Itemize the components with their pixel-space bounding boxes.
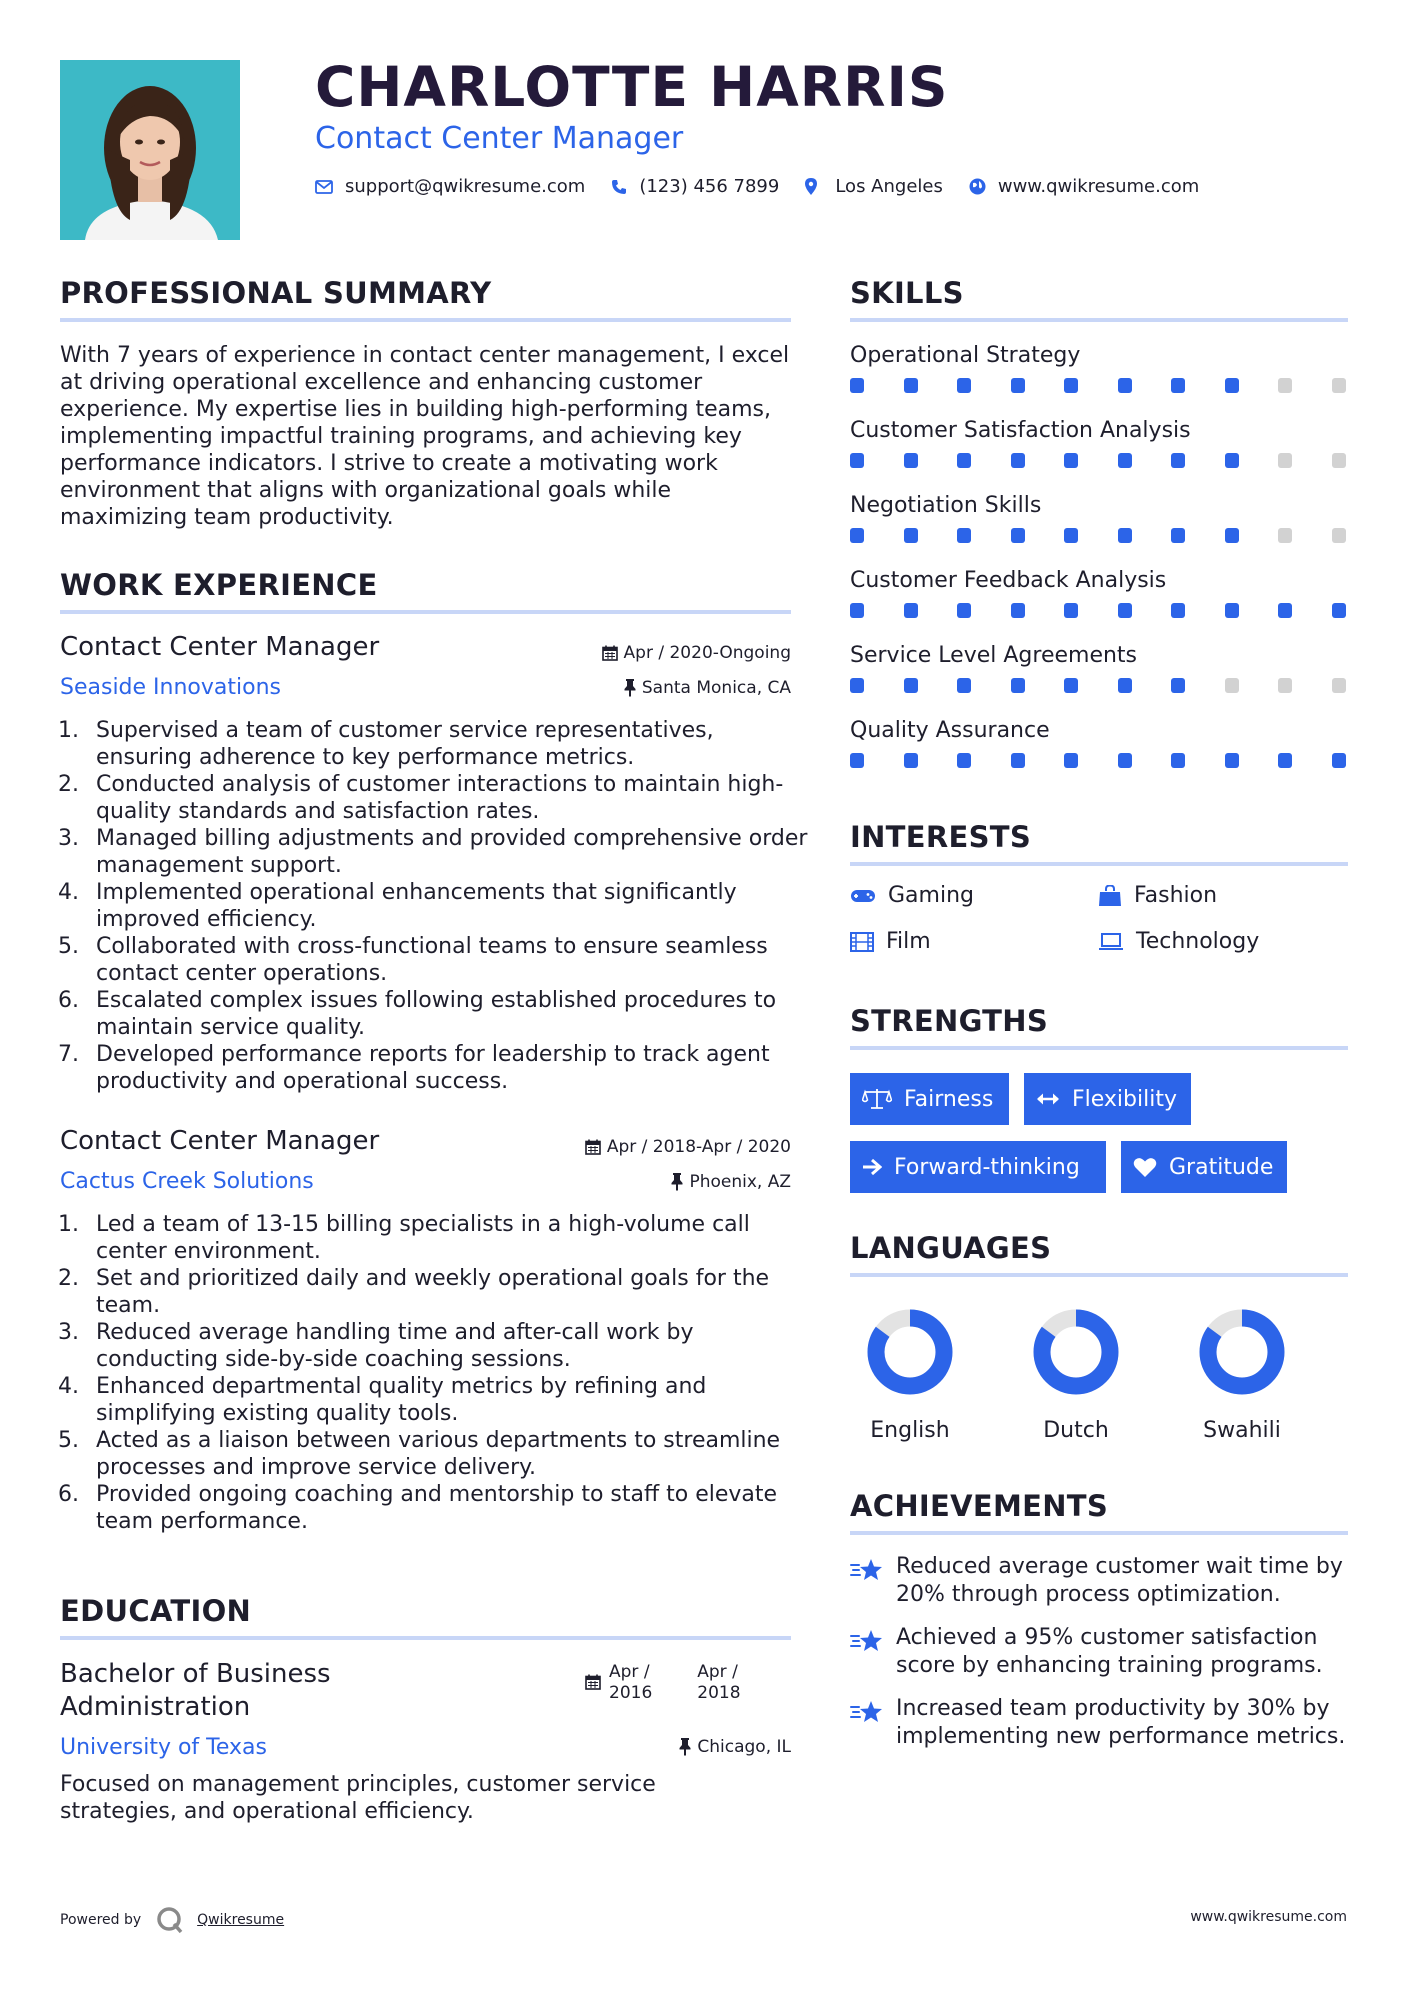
job-1-bullet: Supervised a team of customer service representatives, ensuring adherence to key performance metrics.	[96, 718, 714, 770]
education-description: Focused on management principles, customer service strategies, and operational efficiency.	[60, 1772, 656, 1824]
education-rule	[60, 1636, 791, 1640]
skill-name: Quality Assurance	[850, 718, 1050, 743]
skill-rating-dot	[850, 528, 864, 543]
contact-bar	[315, 176, 1225, 197]
skill-row	[850, 418, 1346, 493]
skill-row	[850, 493, 1346, 568]
education-location	[480, 1737, 791, 1757]
candidate-name: CHARLOTTE HARRIS	[315, 55, 949, 119]
achievement-text: Increased team productivity by 30% by implementing new performance metrics.	[896, 1696, 1346, 1749]
skill-rating-dot	[850, 753, 864, 768]
experience-heading: WORK EXPERIENCE	[60, 568, 378, 602]
skill-rating-dot	[1011, 603, 1025, 618]
language-label: Swahili	[1203, 1418, 1281, 1443]
calendar-icon	[585, 1674, 601, 1690]
skill-rating-dot	[1171, 603, 1185, 618]
strength-label: Gratitude	[1169, 1154, 1274, 1180]
education-degree	[60, 1658, 331, 1724]
skill-rating-dot	[1064, 678, 1078, 693]
skill-rating-dot	[1118, 603, 1132, 618]
contact-website-text: www.qwikresume.com	[997, 176, 1200, 197]
job-2-bullet: Reduced average handling time and after-call work by conducting side-by-side coaching sessions.	[96, 1320, 694, 1372]
skill-rating-dot	[1171, 678, 1185, 693]
strength-label: Flexibility	[1072, 1086, 1177, 1112]
skill-rating-dot	[957, 678, 971, 693]
job-2-bullet: Led a team of 13-15 billing specialists in a high-volume call center environment.	[96, 1212, 750, 1264]
candidate-role: Contact Center Manager	[315, 121, 684, 156]
skill-rating-dot	[904, 603, 918, 618]
skill-rating-dot	[1225, 378, 1239, 393]
skill-rating-dot	[904, 678, 918, 693]
job-1-company: Seaside Innovations	[60, 675, 281, 700]
skill-rating-dot	[957, 378, 971, 393]
calendar-icon	[585, 1139, 601, 1155]
achievement-text: Reduced average customer wait time by 20% through process optimization.	[896, 1554, 1343, 1607]
skill-rating	[850, 378, 1346, 393]
footer-brand-link[interactable]: Qwikresume	[197, 1912, 285, 1928]
language-ring	[1198, 1308, 1286, 1396]
skill-rating-dot	[1278, 378, 1292, 393]
skill-rating-dot	[1118, 378, 1132, 393]
job-1-dates-text: Apr / 2020-Ongoing	[623, 643, 791, 663]
education-degree-line2: Administration	[60, 1692, 251, 1722]
language-ring	[866, 1308, 954, 1396]
achievement-item	[850, 1553, 1350, 1609]
interest-technology	[1098, 929, 1259, 954]
interests-heading: INTERESTS	[850, 820, 1032, 854]
skill-rating-dot	[957, 528, 971, 543]
skill-rating-dot	[904, 528, 918, 543]
job-1-bullet: Managed billing adjustments and provided comprehensive order management support.	[96, 826, 808, 878]
skill-rating-dot	[1064, 753, 1078, 768]
skill-rating-dot	[1064, 603, 1078, 618]
strengths-rule	[850, 1046, 1348, 1050]
job-1-bullets	[60, 717, 813, 1095]
job-2-bullet: Set and prioritized daily and weekly operational goals for the team.	[96, 1266, 770, 1318]
skill-rating-dot	[904, 453, 918, 468]
achievement-item	[850, 1624, 1350, 1680]
calendar-icon	[602, 645, 618, 661]
profile-photo	[60, 60, 240, 240]
languages-heading: LANGUAGES	[850, 1231, 1052, 1265]
skill-rating-dot	[850, 678, 864, 693]
skill-rating-dot	[1225, 678, 1239, 693]
job-1-location-text: Santa Monica, CA	[641, 678, 791, 698]
laptop-icon	[1098, 933, 1124, 951]
skill-rating-dot	[1118, 453, 1132, 468]
skill-rating-dot	[850, 603, 864, 618]
skill-rating-dot	[957, 453, 971, 468]
job-1-bullet: Collaborated with cross-functional teams to ensure seamless contact center operations.	[96, 934, 768, 986]
interest-film	[850, 929, 931, 954]
arrow-right-icon	[862, 1158, 882, 1176]
language-swahili	[1182, 1308, 1302, 1443]
skill-rating-dot	[850, 378, 864, 393]
skill-row	[850, 343, 1346, 418]
heart-icon	[1133, 1157, 1157, 1178]
skill-name: Service Level Agreements	[850, 643, 1138, 668]
education-heading: EDUCATION	[60, 1594, 252, 1628]
job-2-company: Cactus Creek Solutions	[60, 1169, 314, 1194]
strength-label: Fairness	[904, 1086, 994, 1112]
skill-rating-dot	[1171, 453, 1185, 468]
shopping-bag-icon	[1098, 885, 1122, 907]
skill-rating-dot	[1225, 753, 1239, 768]
contact-location-text: Los Angeles	[835, 176, 943, 197]
skill-row	[850, 718, 1346, 793]
skill-rating-dot	[1332, 678, 1346, 693]
skill-rating-dot	[1332, 528, 1346, 543]
job-1-title: Contact Center Manager	[60, 632, 380, 662]
skill-rating-dot	[1064, 528, 1078, 543]
skill-rating-dot	[1278, 528, 1292, 543]
skill-rating-dot	[904, 753, 918, 768]
job-1-location	[480, 678, 791, 698]
job-1-bullet: Escalated complex issues following established procedures to maintain service quality.	[96, 988, 777, 1040]
job-2-bullet: Acted as a liaison between various departments to streamline processes and improve service delivery.	[96, 1428, 781, 1480]
skills-rule	[850, 318, 1348, 322]
skill-rating-dot	[1332, 603, 1346, 618]
skill-rating-dot	[850, 453, 864, 468]
contact-website[interactable]	[969, 176, 1199, 197]
experience-rule	[60, 610, 791, 614]
interest-fashion-label: Fashion	[1134, 883, 1218, 908]
skill-name: Customer Satisfaction Analysis	[850, 418, 1191, 443]
interest-gaming-label: Gaming	[888, 883, 974, 908]
achievements-heading: ACHIEVEMENTS	[850, 1489, 1109, 1523]
skill-rating	[850, 453, 1346, 468]
language-ring	[1032, 1308, 1120, 1396]
skill-rating-dot	[1332, 753, 1346, 768]
pushpin-icon	[671, 1173, 683, 1191]
skill-rating-dot	[1171, 378, 1185, 393]
job-1-bullet: Developed performance reports for leadership to track agent productivity and operational success.	[96, 1042, 770, 1094]
skill-rating	[850, 678, 1346, 693]
skill-rating-dot	[1064, 453, 1078, 468]
skill-rating-dot	[1011, 753, 1025, 768]
phone-icon	[611, 179, 627, 195]
interest-gaming	[850, 883, 974, 908]
language-label: English	[870, 1418, 950, 1443]
education-location-text: Chicago, IL	[697, 1737, 791, 1757]
summary-rule	[60, 318, 791, 322]
footer-site[interactable]: www.qwikresume.com	[1190, 1909, 1347, 1925]
footer-powered-label: Powered by	[60, 1912, 142, 1928]
achievement-text: Achieved a 95% customer satisfaction score by enhancing training programs.	[896, 1625, 1323, 1678]
summary-heading: PROFESSIONAL SUMMARY	[60, 276, 492, 310]
shooting-star-icon	[850, 1628, 884, 1654]
skill-rating-dot	[957, 603, 971, 618]
education-school: University of Texas	[60, 1735, 267, 1760]
skill-rating-dot	[1278, 453, 1292, 468]
job-1-bullet: Conducted analysis of customer interactions to maintain high-quality standards and satisfaction rates.	[96, 772, 784, 824]
job-2-bullet: Enhanced departmental quality metrics by refining and simplifying existing quality tools.	[96, 1374, 707, 1426]
skill-rating-dot	[1332, 378, 1346, 393]
qwikresume-logo-icon	[155, 1905, 185, 1935]
skill-rating-dot	[1118, 753, 1132, 768]
education-start-year: 2016	[609, 1683, 653, 1703]
skill-rating-dot	[1171, 753, 1185, 768]
skill-rating-dot	[1011, 528, 1025, 543]
interest-technology-label: Technology	[1136, 929, 1260, 954]
film-icon	[850, 932, 874, 952]
skill-rating-dot	[1011, 678, 1025, 693]
skill-row	[850, 568, 1346, 643]
job-2-bullet: Provided ongoing coaching and mentorship to staff to elevate team performance.	[96, 1482, 778, 1534]
skill-rating-dot	[1332, 453, 1346, 468]
contact-email[interactable]	[315, 176, 585, 197]
skill-rating-dot	[957, 753, 971, 768]
languages-rule	[850, 1273, 1348, 1277]
arrows-horizontal-icon	[1036, 1092, 1060, 1106]
achievement-item	[850, 1695, 1350, 1751]
interest-film-label: Film	[886, 929, 931, 954]
job-2-bullets	[60, 1211, 813, 1535]
envelope-icon	[315, 180, 333, 194]
skills-heading: SKILLS	[850, 276, 964, 310]
skill-rating	[850, 603, 1346, 618]
achievements-rule	[850, 1531, 1348, 1535]
strength-label: Forward-thinking	[894, 1154, 1080, 1180]
language-english	[850, 1308, 970, 1443]
language-dutch	[1016, 1308, 1136, 1443]
skill-rating-dot	[1118, 528, 1132, 543]
strength-chip-flexibility	[1024, 1073, 1191, 1125]
map-pin-icon	[805, 178, 817, 195]
summary-text: With 7 years of experience in contact center management, I excel at driving operational excellence and enhancing customer experience. My expertise lies in building high-performing teams, implementing impactful training programs, and achieving key performance indicators. I strive to create a motivating work environment that aligns with organizational goals while maximizing team productivity.	[60, 343, 790, 530]
skill-name: Negotiation Skills	[850, 493, 1042, 518]
job-2-dates-text: Apr / 2018-Apr / 2020	[606, 1137, 791, 1157]
footer-powered-by	[60, 1905, 284, 1935]
skill-rating-dot	[1011, 453, 1025, 468]
skill-rating-dot	[1011, 378, 1025, 393]
education-end-year: 2018	[697, 1683, 741, 1703]
skill-rating-dot	[1278, 603, 1292, 618]
skill-rating-dot	[1278, 753, 1292, 768]
skill-name: Customer Feedback Analysis	[850, 568, 1167, 593]
skill-rating-dot	[1064, 378, 1078, 393]
strength-chip-fairness	[850, 1073, 1009, 1125]
skill-rating	[850, 528, 1346, 543]
language-label: Dutch	[1043, 1418, 1109, 1443]
contact-location	[805, 176, 943, 197]
strengths-heading: STRENGTHS	[850, 1004, 1049, 1038]
contact-email-text: support@qwikresume.com	[345, 176, 586, 197]
skill-rating-dot	[1278, 678, 1292, 693]
interests-rule	[850, 862, 1348, 866]
job-2-location	[480, 1172, 791, 1192]
contact-phone-text: (123) 456 7899	[639, 176, 780, 197]
skill-rating-dot	[1225, 603, 1239, 618]
job-2-location-text: Phoenix, AZ	[689, 1172, 791, 1192]
strength-chip-gratitude	[1121, 1141, 1287, 1193]
education-start-month: Apr /	[609, 1662, 650, 1682]
skill-rating-dot	[904, 378, 918, 393]
education-dates	[585, 1662, 741, 1704]
pushpin-icon	[624, 679, 636, 697]
shooting-star-icon	[850, 1557, 884, 1583]
skill-rating-dot	[1225, 453, 1239, 468]
pushpin-icon	[679, 1738, 691, 1756]
job-1-bullet: Implemented operational enhancements that significantly improved efficiency.	[96, 880, 737, 932]
skill-rating	[850, 753, 1346, 768]
skill-rating-dot	[1225, 528, 1239, 543]
skill-name: Operational Strategy	[850, 343, 1081, 368]
job-2-title: Contact Center Manager	[60, 1126, 380, 1156]
gamepad-icon	[850, 888, 876, 904]
scale-icon	[862, 1088, 892, 1110]
job-1-dates	[480, 643, 791, 663]
education-degree-line1: Bachelor of Business	[60, 1659, 331, 1689]
job-2-dates	[480, 1137, 791, 1157]
skill-rating-dot	[1171, 528, 1185, 543]
education-end-month: Apr /	[697, 1662, 738, 1682]
skills-list	[850, 343, 1346, 793]
interest-fashion	[1098, 883, 1217, 908]
shooting-star-icon	[850, 1699, 884, 1725]
contact-phone[interactable]	[611, 176, 779, 197]
skill-row	[850, 643, 1346, 718]
strength-chip-forward-thinking	[850, 1141, 1106, 1193]
skill-rating-dot	[1118, 678, 1132, 693]
globe-icon	[969, 178, 986, 195]
